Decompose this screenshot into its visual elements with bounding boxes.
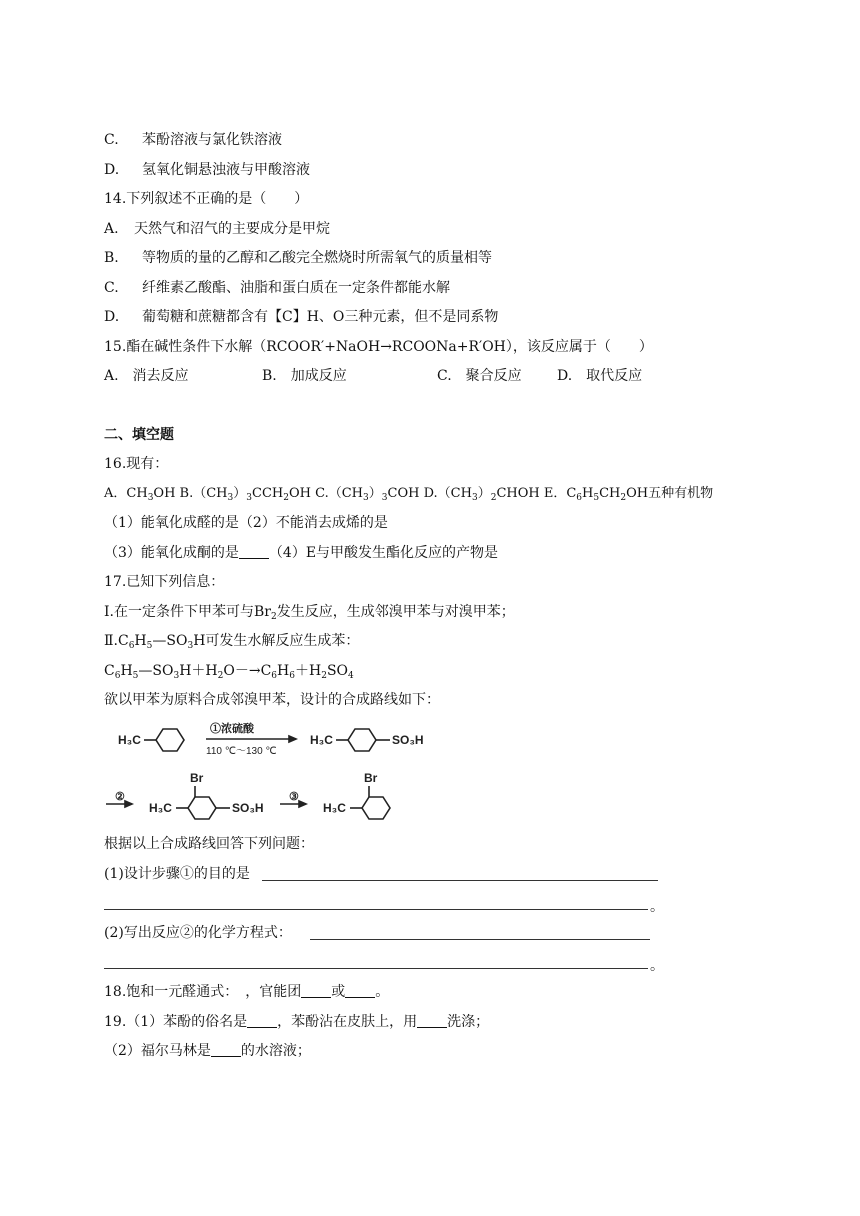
q17-route-intro: 欲以甲苯为原料合成邻溴甲苯，设计的合成路线如下：	[104, 692, 440, 708]
q16-part-3-4: （3）能氧化成酮的是 （4）E与甲酸发生酯化反应的产物是	[104, 545, 499, 561]
q15-option-d: D. 取代反应	[557, 368, 643, 384]
period: 。	[650, 899, 664, 915]
scheme-h3c-2: H₃C	[310, 733, 333, 747]
answer-blank[interactable]	[301, 983, 331, 998]
scheme-so3h-2: SO₃H	[232, 801, 264, 815]
scheme-step1-condition: 110 ℃～130 ℃	[206, 746, 277, 757]
q14-option-b: B. 等物质的量的乙醇和乙酸完全燃烧时所需氧气的质量相等	[104, 250, 492, 266]
scheme-step3: ③	[289, 791, 299, 803]
q17-stem: 17.已知下列信息：	[104, 574, 225, 590]
q17-equation: $C_6H_5—SO_3H+H_2O-\to C_6H_6+H_2SO_4$	[104, 663, 354, 681]
scheme-h3c-1: H₃C	[118, 733, 141, 747]
answer-line[interactable]	[310, 939, 650, 940]
scheme-so3h-1: SO₃H	[392, 733, 424, 747]
q17-info-2: $Ⅱ.C_6H_5—SO_3H$可发生水解反应生成苯：	[104, 633, 360, 651]
q15-option-a: A. 消去反应	[104, 368, 189, 384]
q16-stem: 16.现有：	[104, 456, 169, 472]
q13-option-c-text: 苯酚溶液与氯化铁溶液	[142, 132, 282, 148]
q14-option-c: C. 纤维素乙酸酯、油脂和蛋白质在一定条件都能水解	[104, 280, 450, 296]
scheme-h3c-4: H₃C	[323, 801, 346, 815]
q16-compounds: A．$CH_3OH$ $B.(CH_3)_3CCH_2OH$ $C.(CH_3)_3COH$ $D.(CH_3)_2CHOH$ E．$C_6H_5CH_2OH$五种有机物	[104, 486, 714, 503]
q17-sub-q2: (2)写出反应②的化学方程式：	[104, 925, 292, 941]
scheme-br-1: Br	[190, 771, 204, 785]
q14-stem: 14.下列叙述不正确的是（ ）	[104, 191, 309, 207]
section-title: 二、填空题	[104, 427, 174, 443]
answer-blank[interactable]	[247, 1013, 277, 1028]
answer-line[interactable]	[104, 909, 648, 910]
scheme-step2: ②	[115, 791, 125, 803]
q17-sub-q1: (1)设计步骤①的目的是	[104, 866, 250, 882]
q14-option-a: A. 天然气和沼气的主要成分是甲烷	[104, 221, 330, 237]
q13-option-d: D. 氢氧化铜悬浊液与甲酸溶液	[104, 162, 310, 178]
q17-info-1: Ⅰ.在一定条件下甲苯可与$Br_2$发生反应，生成邻溴甲苯与对溴甲苯；	[104, 604, 515, 622]
synthesis-scheme	[100, 716, 430, 836]
answer-blank[interactable]	[211, 1042, 241, 1057]
q19-part2: （2）福尔马林是 的水溶液；	[104, 1043, 311, 1059]
q15-option-b: B. 加成反应	[262, 368, 347, 384]
scheme-h3c-3: H₃C	[149, 801, 172, 815]
q19-part1: 19.（1）苯酚的俗名是 ，苯酚沾在皮肤上，用 洗涤；	[104, 1014, 490, 1030]
q17-answer-intro: 根据以上合成路线回答下列问题：	[104, 836, 314, 852]
q13-option-c: C. 苯酚溶液与氯化铁溶液	[104, 132, 282, 148]
q16-part-1-2: （1）能氧化成醛的是（2）不能消去成烯的是	[104, 515, 388, 531]
q18: 18.饱和一元醛通式： ，官能团 或 。	[104, 984, 390, 1000]
answer-line[interactable]	[262, 880, 658, 881]
q14-option-d: D. 葡萄糖和蔗糖都含有【C】H、O三种元素，但不是同系物	[104, 309, 499, 325]
period: 。	[650, 958, 664, 974]
q13-option-d-text: 氢氧化铜悬浊液与甲酸溶液	[142, 162, 310, 178]
answer-blank[interactable]	[239, 544, 269, 559]
answer-blank[interactable]	[345, 983, 375, 998]
scheme-br-2: Br	[364, 771, 378, 785]
answer-blank[interactable]	[417, 1013, 447, 1028]
answer-line[interactable]	[104, 968, 648, 969]
q15-stem: 15.酯在碱性条件下水解（RCOOR′+NaOH→RCOONa+R′OH），该反应属于（ ）	[104, 339, 653, 355]
scheme-step1-reagent: ①浓硫酸	[210, 723, 254, 735]
q15-option-c: C. 聚合反应	[437, 368, 522, 384]
